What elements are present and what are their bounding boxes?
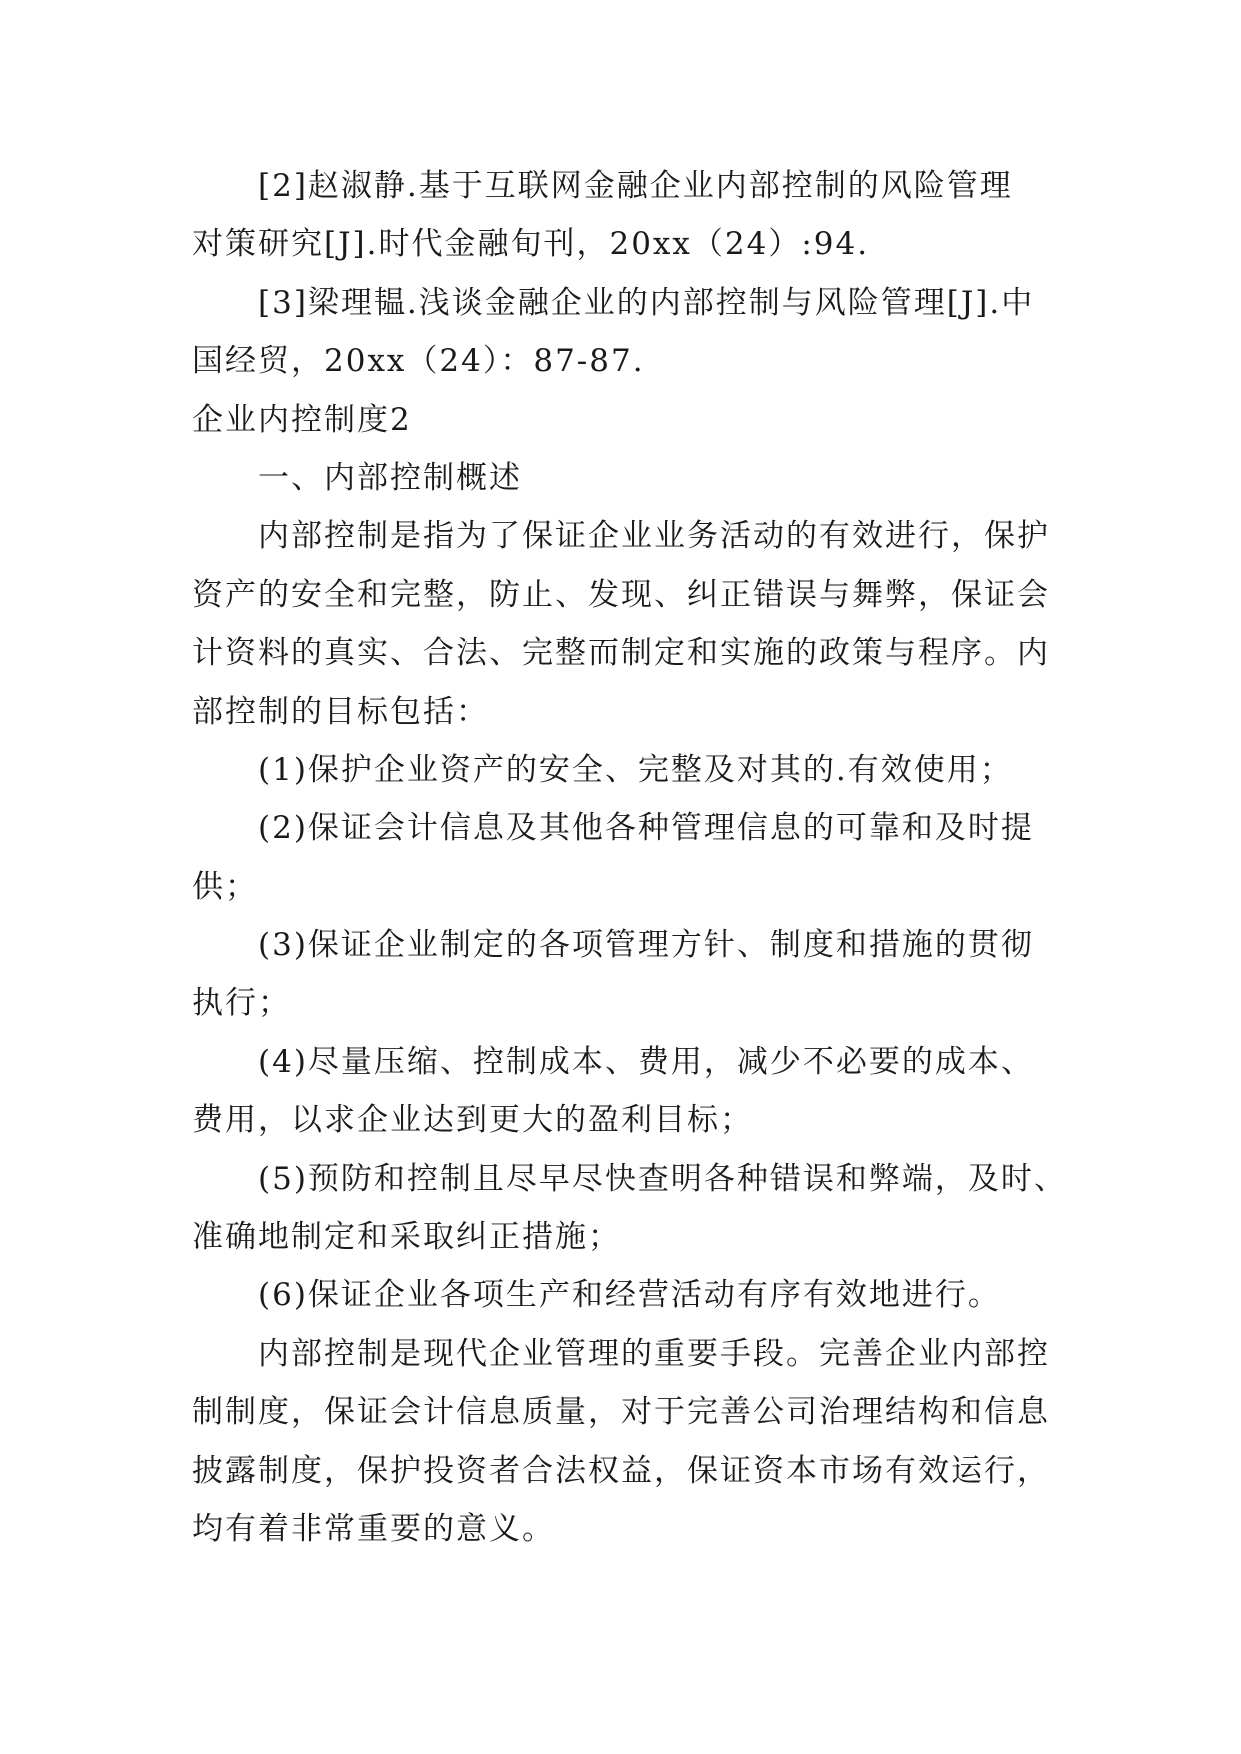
list-item-1: (1)保护企业资产的安全、完整及对其的.有效使用；	[258, 751, 1013, 788]
list-item-6: (6)保证企业各项生产和经营活动有序有效地进行。	[258, 1277, 1001, 1314]
paragraph-2-line-1: 内部控制是现代企业管理的重要手段。完善企业内部控	[258, 1335, 1050, 1372]
paragraph-1-line-1: 内部控制是指为了保证企业业务活动的有效进行，保护	[258, 518, 1050, 555]
paragraph-2-line-4: 均有着非常重要的意义。	[192, 1510, 555, 1547]
list-item-5-line-2: 准确地制定和采取纠正措施；	[192, 1219, 621, 1256]
list-item-2-line-1: (2)保证会计信息及其他各种管理信息的可靠和及时提	[258, 810, 1034, 847]
list-item-4-line-1: (4)尽量压缩、控制成本、费用，减少不必要的成本、	[258, 1043, 1034, 1080]
paragraph-1-line-4: 部控制的目标包括：	[192, 693, 489, 730]
reference-3-line-1: [3]梁理韫.浅谈金融企业的内部控制与风险管理[J].中	[258, 284, 1035, 321]
document-body	[192, 157, 1067, 1558]
list-item-5-line-1: (5)预防和控制且尽早尽快查明各种错误和弊端，及时、	[258, 1160, 1067, 1197]
reference-2-line-1: [2]赵淑静.基于互联网金融企业内部控制的风险管理	[258, 168, 1013, 204]
list-item-3-line-1: (3)保证企业制定的各项管理方针、制度和措施的贯彻	[258, 927, 1034, 964]
subsection-heading: 一、内部控制概述	[258, 459, 522, 496]
paragraph-1-line-3: 计资料的真实、合法、完整而制定和实施的政策与程序。内	[192, 635, 1050, 672]
paragraph-2-line-2: 制制度，保证会计信息质量，对于完善公司治理结构和信息	[192, 1394, 1050, 1431]
reference-3-line-2: 国经贸，20xx（24）：87-87.	[192, 343, 645, 380]
paragraph-1-line-2: 资产的安全和完整，防止、发现、纠正错误与舞弊，保证会	[192, 576, 1050, 613]
paragraph-2-line-3: 披露制度，保护投资者合法权益，保证资本市场有效运行，	[192, 1452, 1050, 1489]
section-title: 企业内控制度2	[192, 401, 412, 438]
list-item-2-line-2: 供；	[192, 868, 258, 905]
list-item-3-line-2: 执行；	[192, 985, 291, 1022]
reference-2-line-2: 对策研究[J].时代金融旬刊，20xx（24）:94.	[192, 226, 870, 263]
list-item-4-line-2: 费用，以求企业达到更大的盈利目标；	[192, 1102, 753, 1139]
